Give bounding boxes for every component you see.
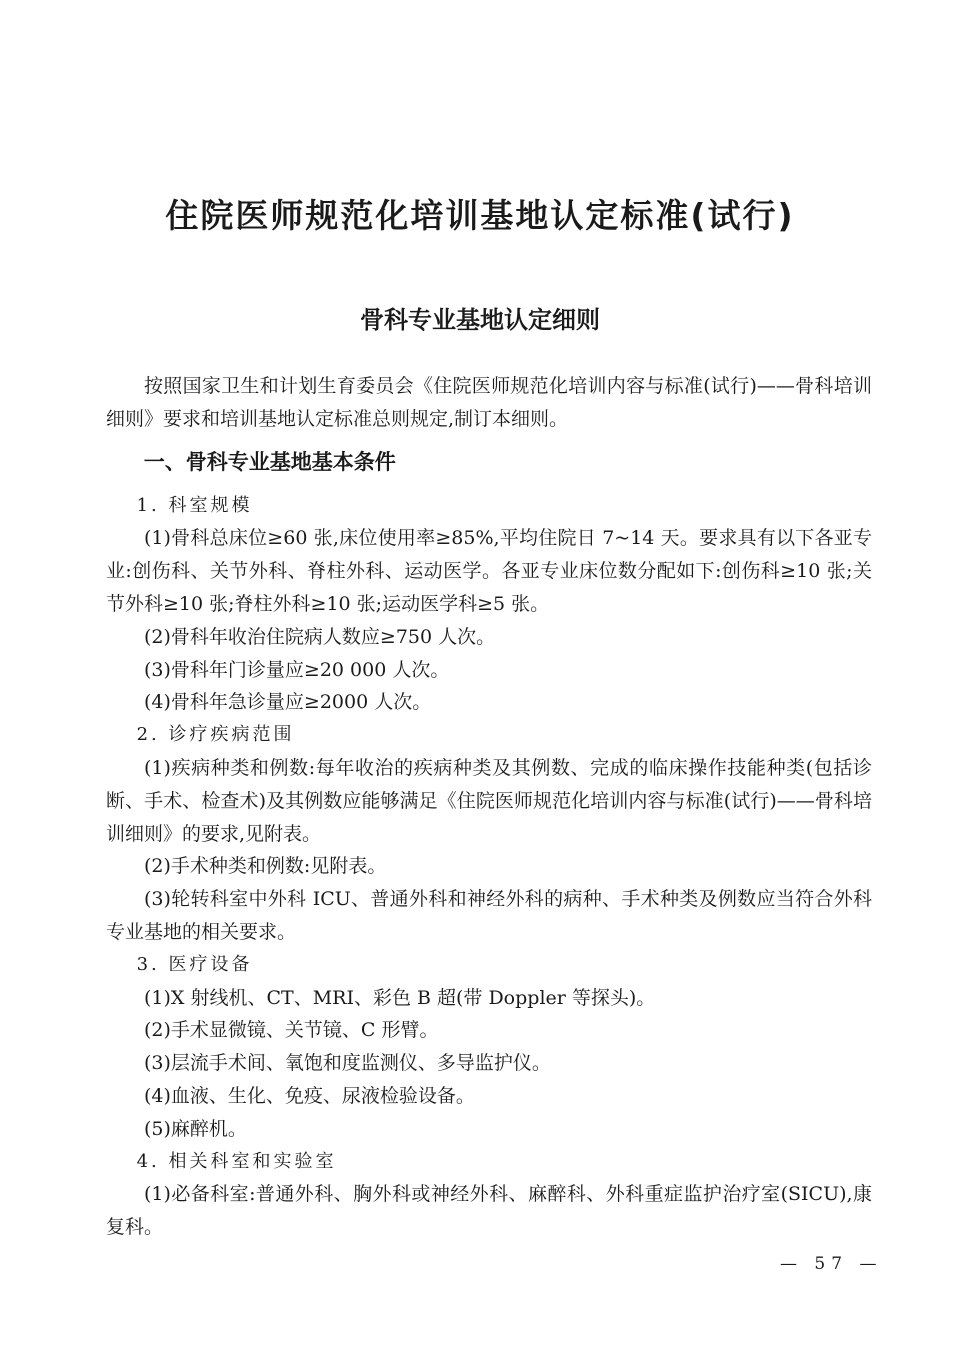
subsection-label-scope: 2. 诊疗疾病范围 bbox=[136, 724, 295, 746]
paragraph: (4)血液、生化、免疫、尿液检验设备。 bbox=[144, 1084, 475, 1107]
page-subtitle: 骨科专业基地认定细则 bbox=[360, 306, 600, 334]
paragraph: (1)骨科总床位≥60 张,床位使用率≥85%,平均住院日 7~14 天。要求具有以下各亚专业:创伤科、关节外科、脊柱外科、运动医学。各亚专业床位数分配如下:创伤科≥10 张;关节外科≥10 张;脊柱外科≥10 张;运动医学科≥5 张。 bbox=[106, 527, 872, 615]
paragraph: (1)必备科室:普通外科、胸外科或神经外科、麻醉科、外科重症监护治疗室(SICU),康复科。 bbox=[106, 1183, 872, 1239]
page-number: — 57 — bbox=[780, 1254, 883, 1274]
paragraph: (1)疾病种类和例数:每年收治的疾病种类及其例数、完成的临床操作技能种类(包括诊断、手术、检查术)及其例数应能够满足《住院医师规范化培训内容与标准(试行)——骨科培训细则》的要求,见附表。 bbox=[106, 756, 872, 845]
document-body bbox=[106, 370, 872, 1244]
paragraph: (3)层流手术间、氧饱和度监测仪、多导监护仪。 bbox=[144, 1052, 551, 1075]
paragraph: (2)手术显微镜、关节镜、C 形臂。 bbox=[144, 1019, 439, 1042]
paragraph: (2)手术种类和例数:见附表。 bbox=[144, 855, 387, 878]
subsection-label-equipment: 3. 医疗设备 bbox=[136, 953, 253, 975]
paragraph: (3)骨科年门诊量应≥20 000 人次。 bbox=[144, 658, 450, 681]
paragraph: (4)骨科年急诊量应≥2000 人次。 bbox=[144, 691, 432, 714]
page-title: 住院医师规范化培训基地认定标准(试行) bbox=[165, 196, 795, 235]
paragraph: (1)X 射线机、CT、MRI、彩色 B 超(带 Doppler 等探头)。 bbox=[144, 986, 656, 1009]
paragraph: (3)轮转科室中外科 ICU、普通外科和神经外科的病种、手术种类及例数应当符合外科专业基地的相关要求。 bbox=[106, 888, 872, 943]
subsection-label-departments: 4. 相关科室和实验室 bbox=[136, 1150, 337, 1172]
paragraph: (2)骨科年收治住院病人数应≥750 人次。 bbox=[144, 625, 496, 648]
intro-paragraph: 按照国家卫生和计划生育委员会《住院医师规范化培训内容与标准(试行)——骨科培训细则》要求和培训基地认定标准总则规定,制订本细则。 bbox=[106, 375, 872, 430]
section-heading: 一、骨科专业基地基本条件 bbox=[143, 449, 396, 474]
paragraph: (5)麻醉机。 bbox=[144, 1117, 247, 1140]
subsection-label-scale: 1. 科室规模 bbox=[136, 494, 253, 516]
